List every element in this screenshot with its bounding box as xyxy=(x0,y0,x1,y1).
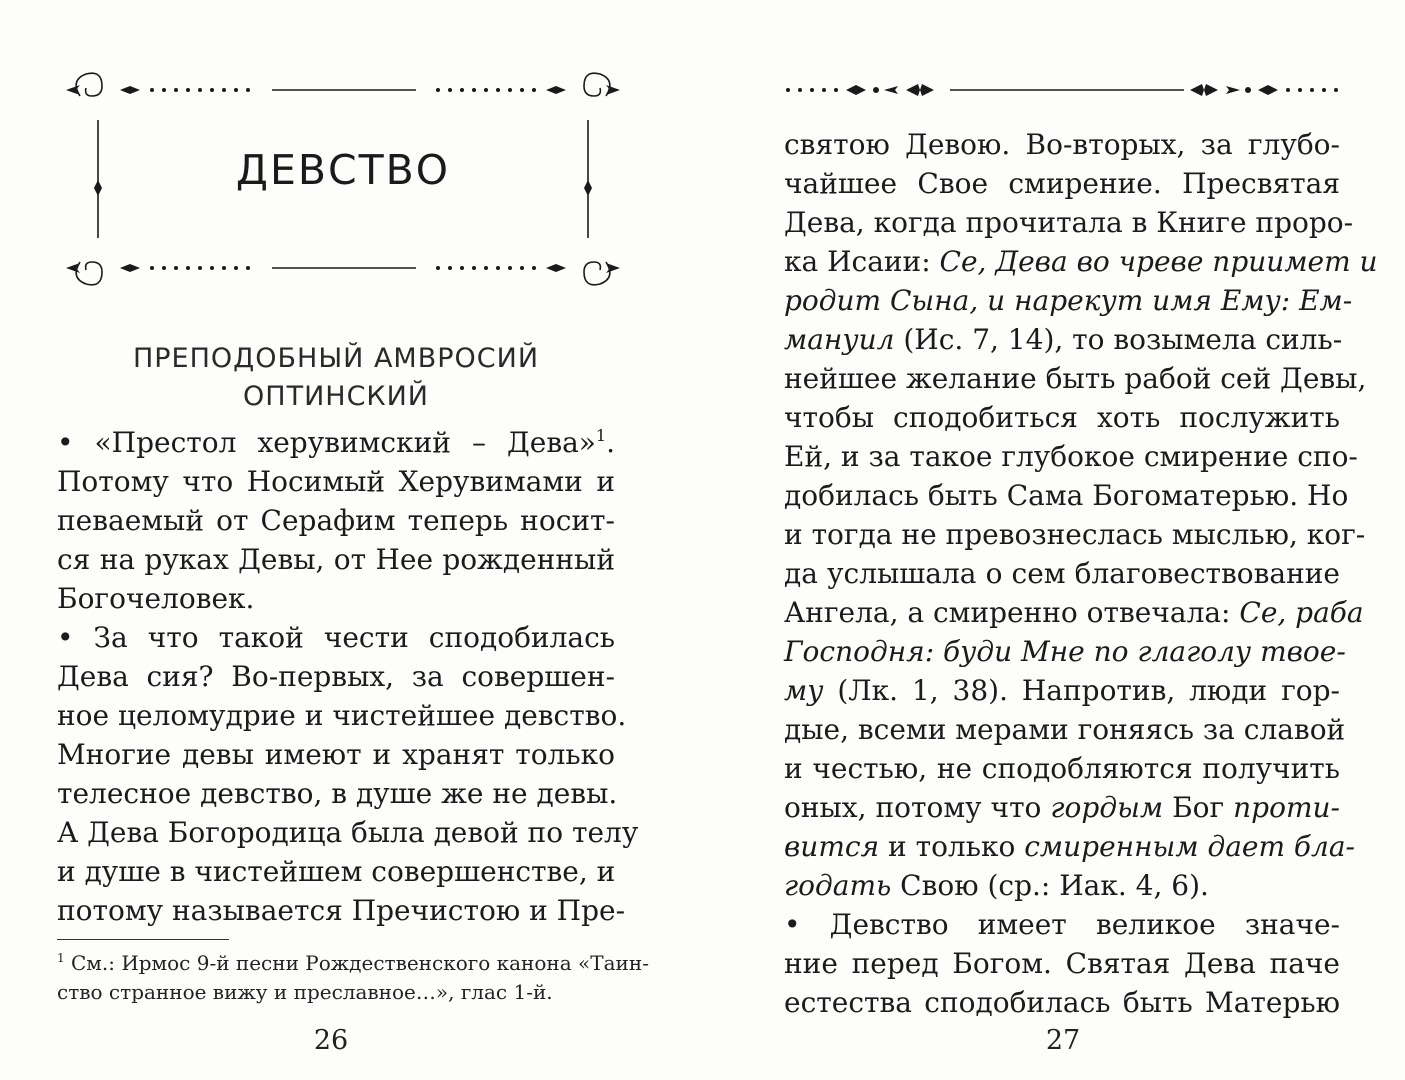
text-line: добилась быть Сама Богоматерью. Но xyxy=(784,479,1349,512)
body-text xyxy=(784,125,1378,1022)
text-line: Богочеловек. xyxy=(57,582,255,615)
page-number: 27 xyxy=(1045,1025,1081,1056)
text-line: нейшее желание быть рабой сей Девы, xyxy=(784,362,1367,395)
page-number: 26 xyxy=(313,1025,349,1056)
text-line: ка Исаии: Се, Дева во чреве приимет и xyxy=(784,245,1378,278)
text-line: А Дева Богородица была девой по телу xyxy=(57,816,639,849)
text-line: Дева, когда прочитала в Книге проро- xyxy=(784,206,1354,239)
right-page xyxy=(702,0,1405,1080)
header-ornament xyxy=(784,74,1340,106)
text-line: естества сподобилась быть Матерью xyxy=(784,986,1340,1019)
text-line: дые, всеми мерами гоняясь за славой xyxy=(784,713,1346,746)
text-line: и тогда не превознеслась мыслью, ког- xyxy=(784,518,1366,551)
text-line: и душе в чистейшем совершенстве, и xyxy=(57,855,616,888)
text-line: чайшее Свое смирение. Пресвятая xyxy=(784,167,1340,200)
text-line: оных, потому что гордым Бог проти- xyxy=(784,791,1340,824)
text-line: Господня: буди Мне по глаголу твое- xyxy=(784,635,1346,668)
footnote-line: ство странное вижу и преславное…», глас 1-й. xyxy=(57,980,553,1004)
text-line: Дева сия? Во-первых, за совершен- xyxy=(57,660,615,693)
text-line: Ангела, а смиренно отвечала: Се, раба xyxy=(784,596,1364,629)
text-line: чтобы сподобиться хоть послужить xyxy=(784,401,1340,434)
text-line: • «Престол херувимский – Дева»$^1$. xyxy=(57,426,615,459)
text-line: мануил (Ис. 7, 14), то возымела силь- xyxy=(784,323,1343,356)
text-line: му (Лк. 1, 38). Напротив, люди гор- xyxy=(784,674,1340,707)
text-line: Многие девы имеют и хранят только xyxy=(57,738,615,771)
text-line: телесное девство, в душе же не девы. xyxy=(57,777,618,810)
text-line: • Девство имеет великое значе- xyxy=(784,908,1340,941)
left-page xyxy=(0,0,702,1080)
body-text xyxy=(57,423,639,930)
text-line: Потому что Носимый Херувимами и xyxy=(57,465,615,498)
footnote-ref[interactable]: 1 xyxy=(595,426,607,445)
text-line: годать Свою (ср.: Иак. 4, 6). xyxy=(784,869,1209,902)
text-line: ся на руках Девы, от Нее рожденный xyxy=(57,543,615,576)
section-title-line: ОПТИНСКИЙ xyxy=(243,381,429,412)
chapter-title: ДЕВСТВО xyxy=(235,146,451,194)
text-line: потому называется Пречистою и Пре- xyxy=(57,894,626,927)
footnote-line: $^1$ См.: Ирмос 9-й песни Рождественского канона «Таин- xyxy=(57,951,649,975)
text-line: ное целомудрие и чистейшее девство. xyxy=(57,699,627,732)
text-line: да услышала о сем благовествование xyxy=(784,557,1340,590)
section-title-line: ПРЕПОДОБНЫЙ АМВРОСИЙ xyxy=(132,343,540,374)
text-line: ние перед Богом. Святая Дева паче xyxy=(784,947,1340,980)
footnote-divider xyxy=(57,939,229,940)
text-line: Ей, и за такое глубокое смирение спо- xyxy=(784,440,1358,473)
text-line: певаемый от Серафим теперь носит- xyxy=(57,504,615,537)
footnote xyxy=(57,949,649,1007)
text-line: • За что такой чести сподобилась xyxy=(57,621,615,654)
text-line: святою Девою. Во-вторых, за глубо- xyxy=(784,128,1340,161)
text-line: и честью, не сподобляются получить xyxy=(784,752,1340,785)
section-title xyxy=(56,340,616,416)
text-line: родит Сына, и нарекут имя Ему: Ем- xyxy=(784,284,1353,317)
text-line: вится и только смиренным дает бла- xyxy=(784,830,1355,863)
